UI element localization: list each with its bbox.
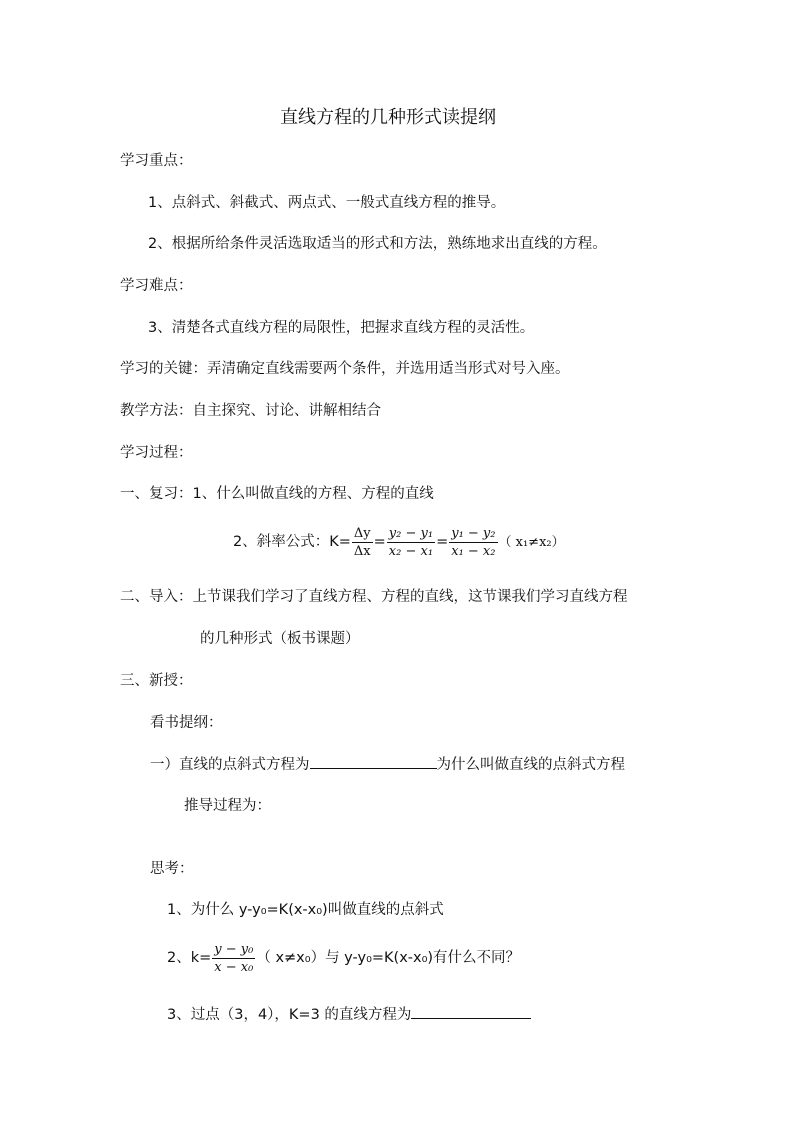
q3-answer-blank[interactable] — [411, 1004, 531, 1019]
focus-item-1: 1、点斜式、斜截式、两点式、一般式直线方程的推导。 — [148, 195, 506, 211]
intro-line-1: 二、导入：上节课我们学习了直线方程、方程的直线，这节课我们学习直线方程 — [120, 589, 628, 605]
teaching-method: 教学方法：自主探究、讨论、讲解相结合 — [120, 403, 381, 419]
q2-fraction — [212, 941, 255, 976]
key-point: 学习的关键：弄清确定直线需要两个条件，并选用适当形式对号入座。 — [120, 361, 570, 377]
slope-prefix: 2、斜率公式：K= — [233, 534, 351, 550]
slope-num-2: y₂ − y₁ — [388, 525, 434, 541]
think-question-2 — [167, 938, 520, 978]
intro-line-2: 的几种形式（板书课题） — [200, 631, 360, 647]
slope-den-1: Δx — [353, 543, 371, 559]
q2-den: x − x₀ — [214, 959, 254, 975]
equals-2: = — [436, 534, 449, 550]
page-title: 直线方程的几种形式读提纲 — [280, 107, 496, 128]
new-heading: 三、新授： — [120, 673, 193, 689]
difficulty-item-3: 3、清楚各式直线方程的局限性，把握求直线方程的灵活性。 — [148, 320, 535, 336]
slope-fraction-3 — [449, 525, 497, 560]
slope-fraction-delta — [352, 525, 373, 560]
slope-formula — [233, 522, 565, 563]
derivation-label: 推导过程为： — [184, 798, 271, 814]
slope-den-2: x₂ − x₁ — [388, 543, 434, 559]
q2-prefix: 2、k= — [167, 950, 212, 966]
equals-1: = — [373, 534, 386, 550]
think-heading: 思考： — [150, 861, 194, 877]
think-question-3 — [167, 1004, 531, 1025]
q2-suffix: （ x≠x₀）与 y-y₀=K(x-x₀)有什么不同？ — [256, 950, 521, 966]
slope-num-3: y₁ − y₂ — [451, 525, 496, 541]
q3-text: 3、过点（3，4），K=3 的直线方程为 — [167, 1007, 412, 1023]
focus-heading: 学习重点： — [120, 153, 193, 169]
slope-condition: （ x₁≠x₂） — [498, 535, 565, 550]
point-slope-question — [150, 754, 625, 775]
outline-heading: 看书提纲： — [150, 715, 223, 731]
slope-fraction-2 — [387, 525, 435, 560]
process-heading: 学习过程： — [120, 445, 193, 461]
point-slope-answer-blank[interactable] — [310, 754, 437, 769]
point-slope-before: 一）直线的点斜式方程为 — [150, 757, 310, 773]
slope-den-3: x₁ − x₂ — [451, 543, 496, 559]
point-slope-after: 为什么叫做直线的点斜式方程 — [436, 757, 625, 773]
difficulty-heading: 学习难点： — [120, 278, 193, 294]
focus-item-2: 2、根据所给条件灵活选取适当的形式和方法，熟练地求出直线的方程。 — [148, 236, 607, 252]
review-item-1: 一、复习：1、什么叫做直线的方程、方程的直线 — [120, 486, 434, 502]
think-question-1: 1、为什么 y-y₀=K(x-x₀)叫做直线的点斜式 — [167, 902, 444, 918]
q2-num: y − y₀ — [214, 941, 254, 957]
slope-num-1: Δy — [353, 525, 371, 541]
